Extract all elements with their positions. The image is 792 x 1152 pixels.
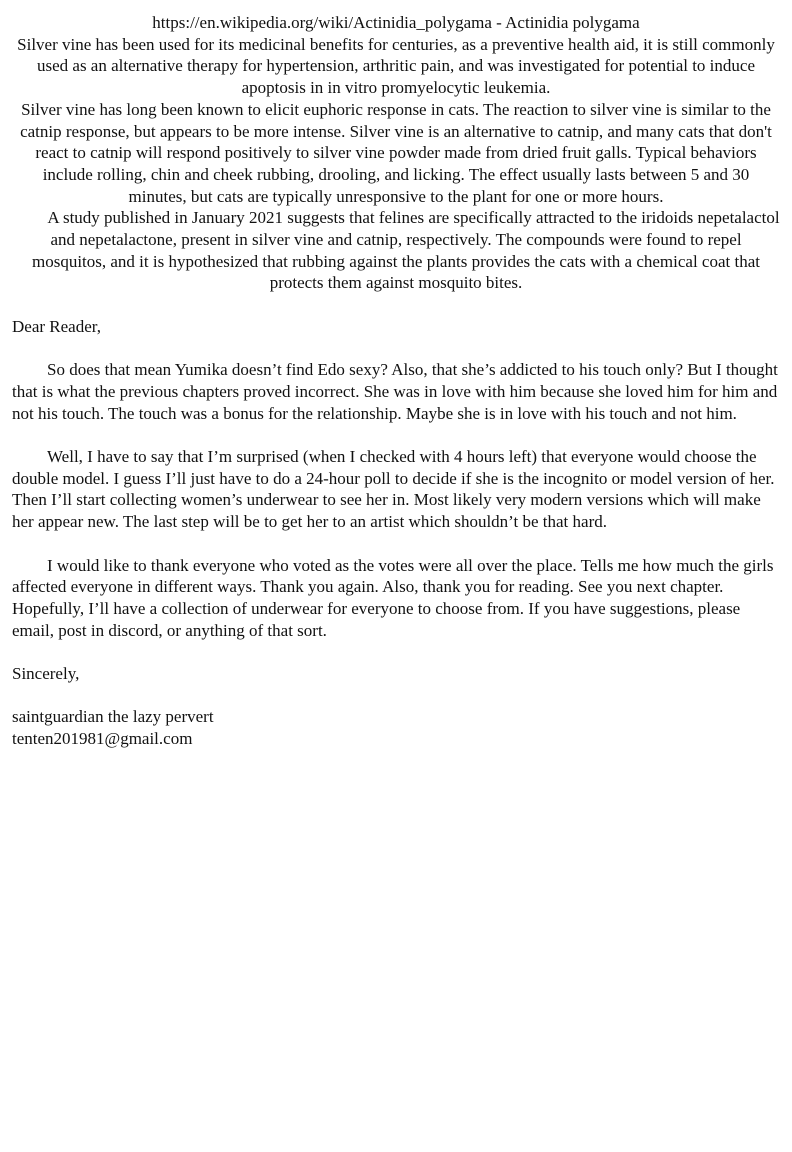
signature-name: saintguardian the lazy pervert [12,707,214,727]
source-url-line: https://en.wikipedia.org/wiki/Actinidia_polygama - Actinidia polygama [152,13,640,32]
signature-email: tenten201981@gmail.com [12,729,193,749]
letter-paragraph: Well, I have to say that I’m surprised (when I checked with 4 hours left) that everyone would choose the double model. I guess I’ll just have to do a 24-hour poll to decide if she is the incognito or model version of her. Then I’ll start collecting women’s underwear to see her in. Most likely very modern versions which will make her appear new. The last step will be to get her to an artist which shouldn’t be that hard. [12,447,775,532]
excerpt-paragraph-cats: Silver vine has long been known to elicit euphoric response in cats. The reaction to silver vine is similar to the catnip response, but appears to be more intense. Silver vine is an alternative to catnip, and many cats that don't react to catnip will respond positively to silver vine powder made from dried fruit galls. Typical behaviors include rolling, chin and cheek rubbing, drooling, and licking. The effect usually lasts between 5 and 30 minutes, but cats are typically unresponsive to the plant for one or more hours. [20,99,772,206]
wikipedia-excerpt [12,12,780,294]
letter-salutation: Dear Reader, [12,316,101,336]
excerpt-paragraph-study: A study published in January 2021 suggests that felines are specifically attracted to the iridoids nepetalactol and nepetalactone, present in silver vine and catnip, respectively. The compounds were found to repel mosquitos, and it is hypothesized that rubbing against the plants provides the cats with a chemical coat that protects them against mosquito bites. [31,208,780,293]
excerpt-paragraph-medicinal: Silver vine has been used for its medicinal benefits for centuries, as a preventive health aid, it is still commonly used as an alternative therapy for hypertension, arthritic pain, and was investigated for potential to induce apoptosis in in vitro promyelocytic leukemia. [17,34,775,98]
author-letter [12,316,780,750]
letter-closing: Sincerely, [12,664,80,684]
letter-paragraph: I would like to thank everyone who voted as the votes were all over the place. Tells me how much the girls affected everyone in different ways. Thank you again. Also, thank you for reading. See you next chapter. Hopefully, I’ll have a collection of underwear for everyone to choose from. If you have suggestions, please email, post in discord, or anything of that sort. [12,555,774,640]
letter-paragraph: So does that mean Yumika doesn’t find Edo sexy? Also, that she’s addicted to his touch only? But I thought that is what the previous chapters proved incorrect. She was in love with him because she loved him for him and not his touch. The touch was a bonus for the relationship. Maybe she is in love with his touch and not him. [12,360,778,423]
